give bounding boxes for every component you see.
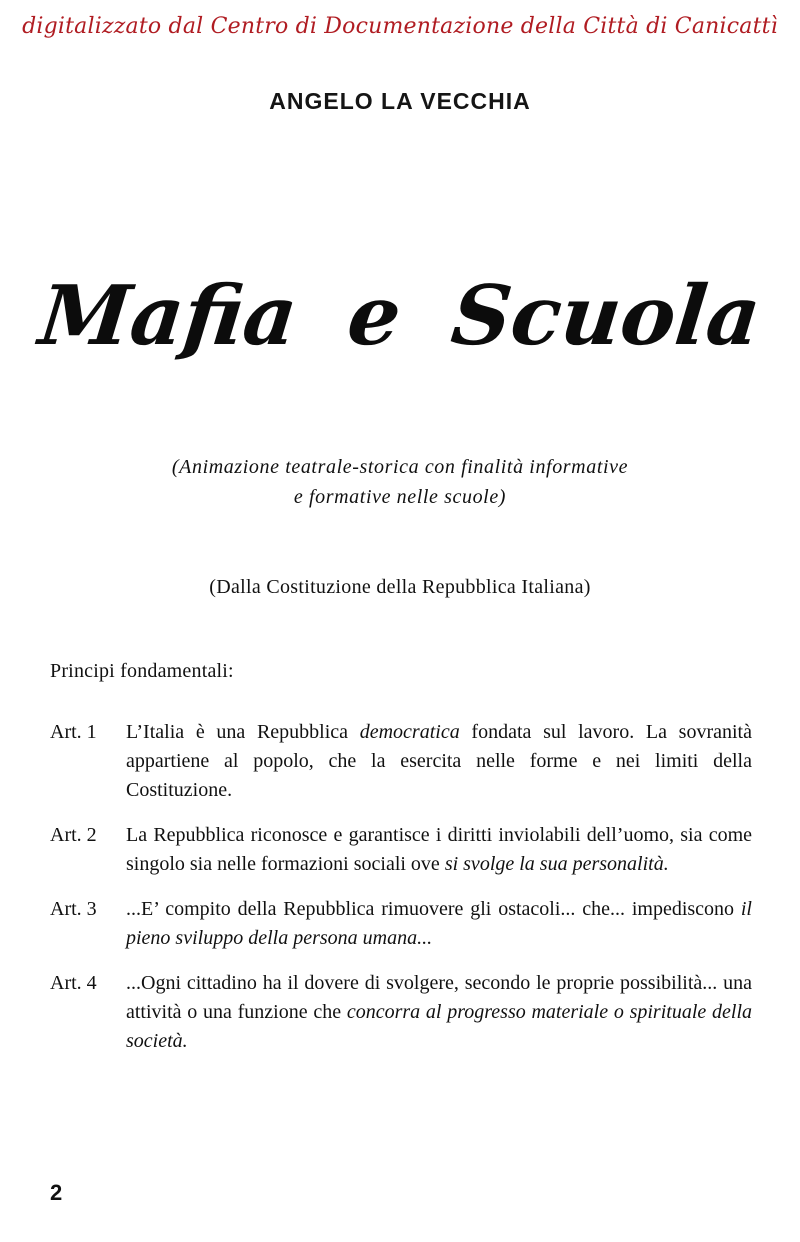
article-text [126,969,752,1056]
article-text [126,718,752,805]
title-word-mafia: Mafia [34,268,302,364]
title-word-e: e [343,268,406,364]
book-title [35,268,765,364]
article-entry [50,718,752,805]
articles-list [50,718,752,1072]
article-emphasis: si svolge la sua personalità. [444,853,669,875]
page-number: 2 [50,1180,63,1205]
article-text [126,895,752,953]
article-entry [50,969,752,1056]
principles-heading: Principi fondamentali: [50,660,234,682]
article-text-part: ...E’ compito della Repubblica rimuovere gli ostacoli... che... impediscono [126,898,741,920]
article-label: Art. 1 [50,721,97,743]
article-emphasis: concorra al progresso materiale o spirituale della società. [126,1001,752,1052]
article-text-part: fondata sul lavoro. La sovranità appartiene al popolo, che la esercita nelle forme e nei limiti della Costituzione. [126,721,752,801]
article-text [126,821,752,879]
article-label: Art. 3 [50,898,97,920]
article-entry [50,821,752,879]
source-note: (Dalla Costituzione della Repubblica Italiana) [209,576,591,598]
article-text-part: ...Ogni cittadino ha il dovere di svolgere, secondo le proprie possibilità... una attività o una funzione che [126,972,752,1023]
article-emphasis: democratica [359,721,460,743]
article-text-part: L’Italia è una Repubblica [126,721,360,743]
author-name: ANGELO LA VECCHIA [269,88,531,114]
title-word-scuola: Scuola [447,268,766,364]
article-entry [50,895,752,953]
article-emphasis: il pieno sviluppo della persona umana... [126,898,752,949]
article-label: Art. 2 [50,824,97,846]
article-text-part: La Repubblica riconosce e garantisce i diritti inviolabili dell’uomo, sia come singolo sia nelle formazioni sociali ove [126,824,752,875]
book-subtitle [0,452,800,512]
digitization-watermark: digitalizzato dal Centro di Documentazione della Città di Canicattì [22,14,778,39]
subtitle-line-1: (Animazione teatrale-storica con finalità informative [171,456,629,478]
article-label: Art. 4 [50,972,97,994]
subtitle-line-2: e formative nelle scuole) [293,486,507,508]
